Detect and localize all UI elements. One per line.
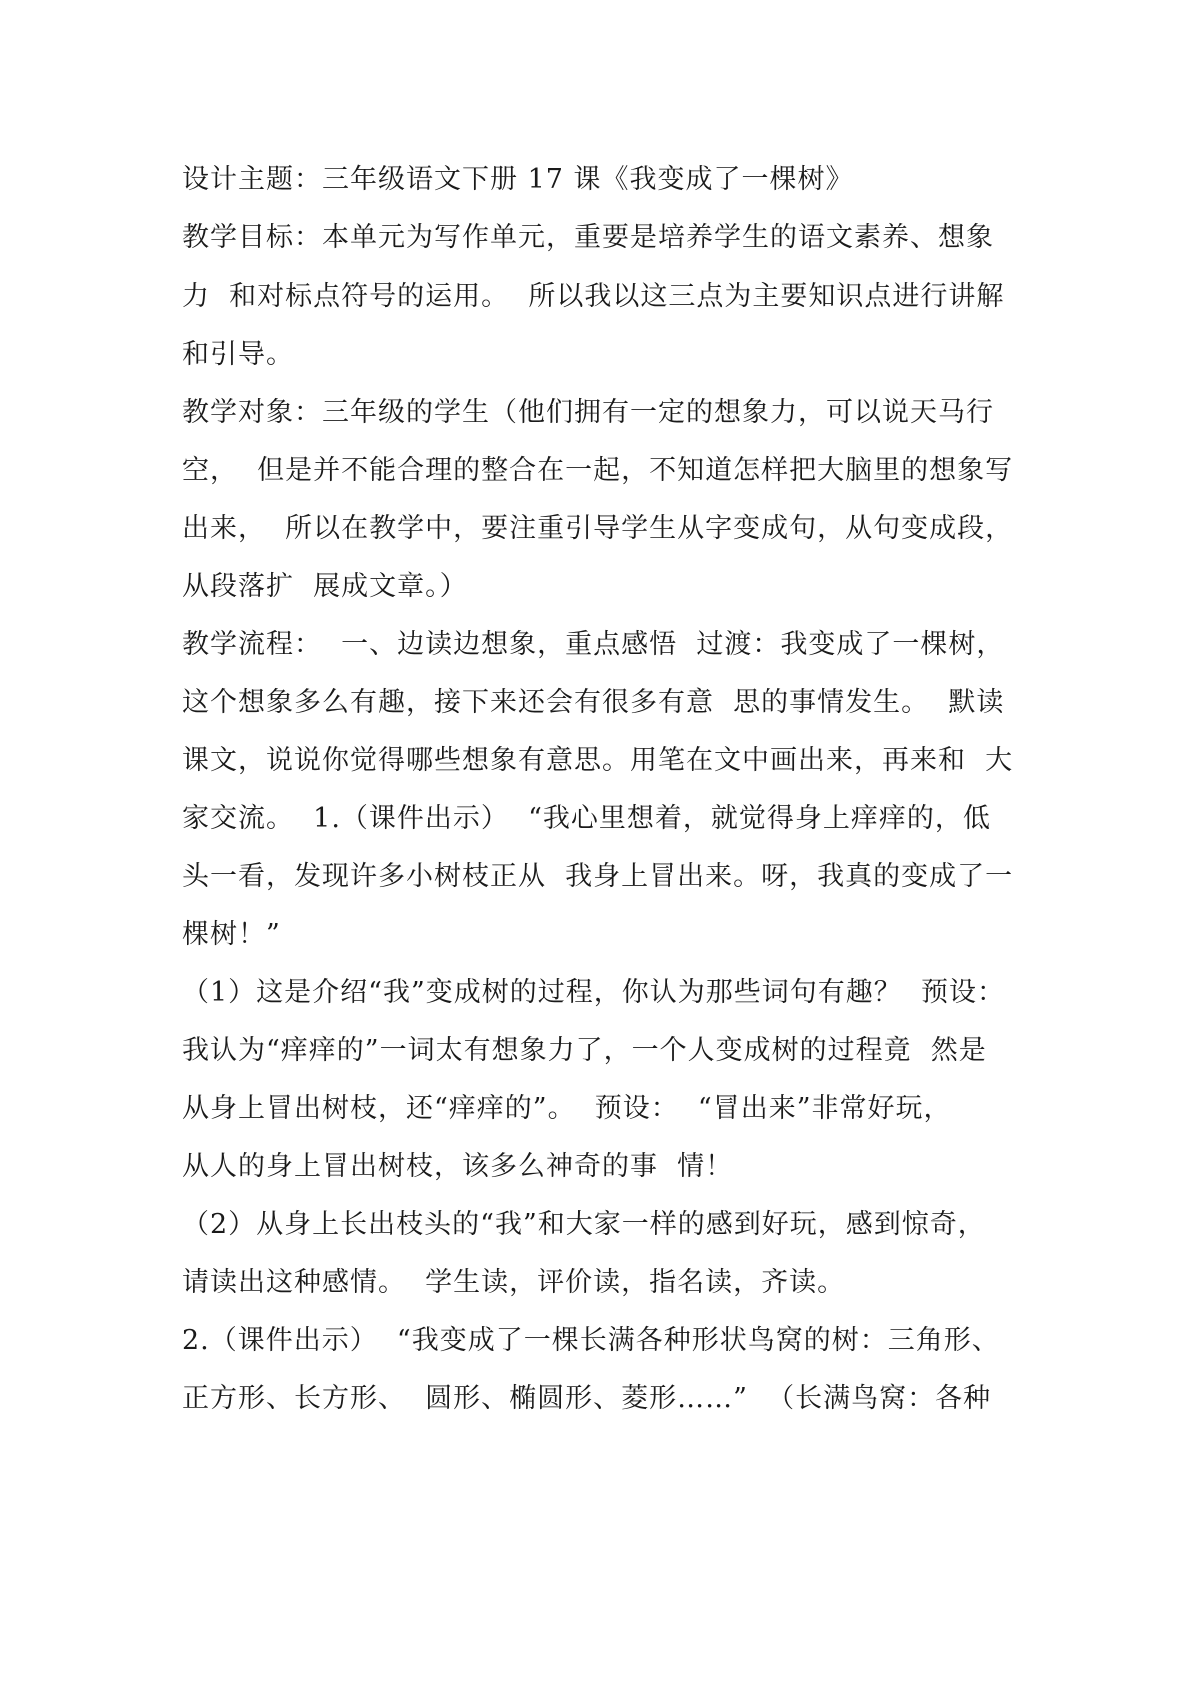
text-line-3: 力 和对标点符号的运用。 所以我以这三点为主要知识点进行讲解 xyxy=(182,281,1005,312)
text-line-22: 正方形、长方形、 圆形、椭圆形、菱形……” （长满鸟窝：各种 xyxy=(182,1383,992,1414)
text-line-18: 从人的身上冒出树枝，该多么神奇的事 情！ xyxy=(182,1151,734,1182)
text-line-13: 头一看，发现许多小树枝正从 我身上冒出来。呀，我真的变成了一 xyxy=(182,861,1014,892)
text-line-10: 这个想象多么有趣，接下来还会有很多有意 思的事情发生。 默读 xyxy=(182,687,1005,718)
text-line-9: 教学流程： 一、边读边想象，重点感悟 过渡：我变成了一棵树， xyxy=(182,629,1005,660)
text-line-16: 我认为“痒痒的”一词太有想象力了，一个人变成树的过程竟 然是 xyxy=(182,1035,987,1066)
text-line-20: 请读出这种感情。 学生读，评价读，指名读，齐读。 xyxy=(182,1267,846,1298)
text-line-1: 设计主题：三年级语文下册 17 课《我变成了一棵树》 xyxy=(182,164,854,195)
text-line-8: 从段落扩 展成文章。） xyxy=(182,571,468,602)
text-line-14: 棵树！” xyxy=(182,919,281,950)
text-line-12: 家交流。 1.（课件出示） “我心里想着，就觉得身上痒痒的，低 xyxy=(182,803,991,834)
text-line-11: 课文，说说你觉得哪些想象有意思。用笔在文中画出来，再来和 大 xyxy=(182,745,1014,776)
text-line-21: 2.（课件出示） “我变成了一棵长满各种形状鸟窝的树：三角形、 xyxy=(182,1325,1000,1356)
text-line-5: 教学对象：三年级的学生（他们拥有一定的想象力，可以说天马行 xyxy=(182,397,994,428)
text-line-15: （1）这是介绍“我”变成树的过程，你认为那些词句有趣？ 预设： xyxy=(182,977,1005,1008)
text-line-7: 出来， 所以在教学中，要注重引导学生从字变成句，从句变成段， xyxy=(182,513,1014,544)
text-line-6: 空， 但是并不能合理的整合在一起，不知道怎样把大脑里的想象写 xyxy=(182,455,1014,486)
text-line-17: 从身上冒出树枝，还“痒痒的”。 预设： “冒出来”非常好玩， xyxy=(182,1093,952,1124)
text-line-2: 教学目标：本单元为写作单元，重要是培养学生的语文素养、想象 xyxy=(182,222,994,253)
text-line-4: 和引导。 xyxy=(182,339,294,370)
text-line-19: （2）从身上长出枝头的“我”和大家一样的感到好玩，感到惊奇， xyxy=(182,1209,986,1240)
